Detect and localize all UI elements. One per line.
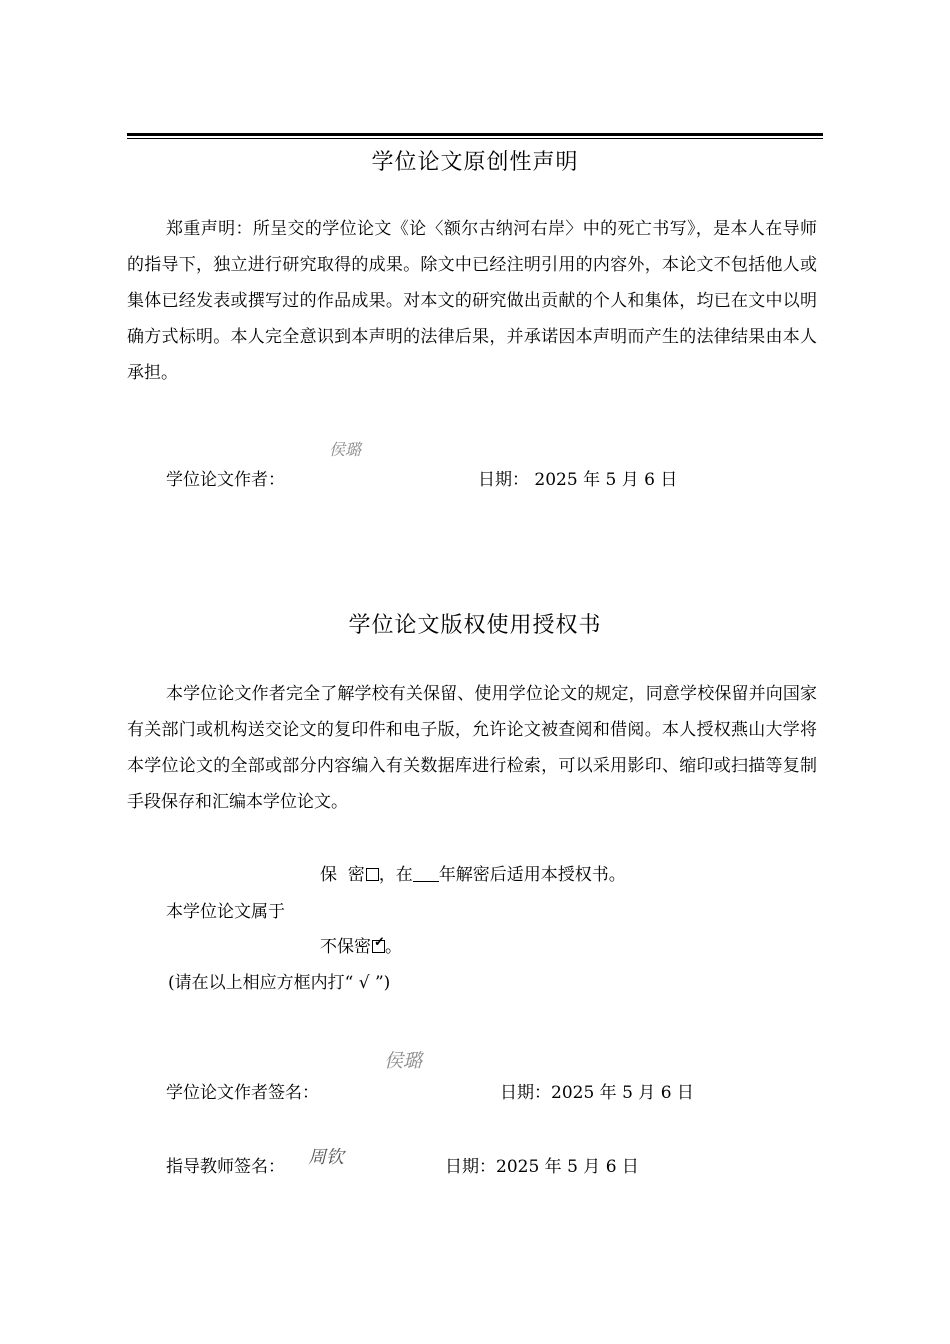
not-confidential-option	[320, 932, 402, 957]
top-rule-thin	[127, 138, 823, 139]
author-sign-label: 学位论文作者签名：	[166, 1083, 319, 1103]
check-instruction: (请在以上相应方框内打“ √ ”)	[168, 973, 391, 993]
confidential-mid: ，在	[378, 865, 413, 885]
not-confidential-end: 。	[385, 937, 402, 957]
confidential-tail: 年解密后适用本授权书。	[438, 865, 626, 885]
top-rule	[127, 133, 823, 136]
not-confidential-label: 不保密	[320, 937, 371, 957]
author-sign-date: 日期：2025 年 5 月 6 日	[500, 1083, 694, 1103]
author-signature-image-2: 侯璐	[384, 1050, 423, 1072]
declaration-date: 日期： 2025 年 5 月 6 日	[478, 470, 678, 490]
confidential-checkbox[interactable]	[366, 868, 379, 881]
author-signature-image: 侯璐	[329, 440, 362, 459]
authorization-body: 本学位论文作者完全了解学校有关保留、使用学位论文的规定，同意学校保留并向国家有关部门或机构送交论文的复印件和电子版，允许论文被查阅和借阅。本人授权燕山大学将本学位论文的全部或部分内容编入有关数据库进行检索，可以采用影印、缩印或扫描等复制手段保存和汇编本学位论文。	[127, 684, 817, 812]
declaration-author-label: 学位论文作者：	[166, 470, 285, 490]
authorization-title: 学位论文版权使用授权书	[348, 613, 602, 638]
confidential-option	[320, 860, 626, 885]
not-confidential-checkbox[interactable]	[372, 935, 385, 953]
supervisor-sign-label: 指导教师签名：	[166, 1157, 285, 1177]
declaration-title: 学位论文原创性声明	[371, 150, 579, 175]
years-blank[interactable]	[413, 867, 439, 882]
supervisor-sign-date: 日期：2025 年 5 月 6 日	[445, 1157, 639, 1177]
belongs-label: 本学位论文属于	[166, 902, 285, 922]
check-mark-icon: ✓	[374, 935, 385, 950]
confidential-label: 保 密	[320, 865, 365, 885]
supervisor-signature-image: 周钦	[308, 1147, 344, 1168]
declaration-body: 郑重声明：所呈交的学位论文《论〈额尔古纳河右岸〉中的死亡书写》，是本人在导师的指导下，独立进行研究取得的成果。除文中已经注明引用的内容外，本论文不包括他人或集体已经发表或撰写过的作品成果。对本文的研究做出贡献的个人和集体，均已在文中以明确方式标明。本人完全意识到本声明的法律后果，并承诺因本声明而产生的法律结果由本人承担。	[127, 219, 817, 383]
